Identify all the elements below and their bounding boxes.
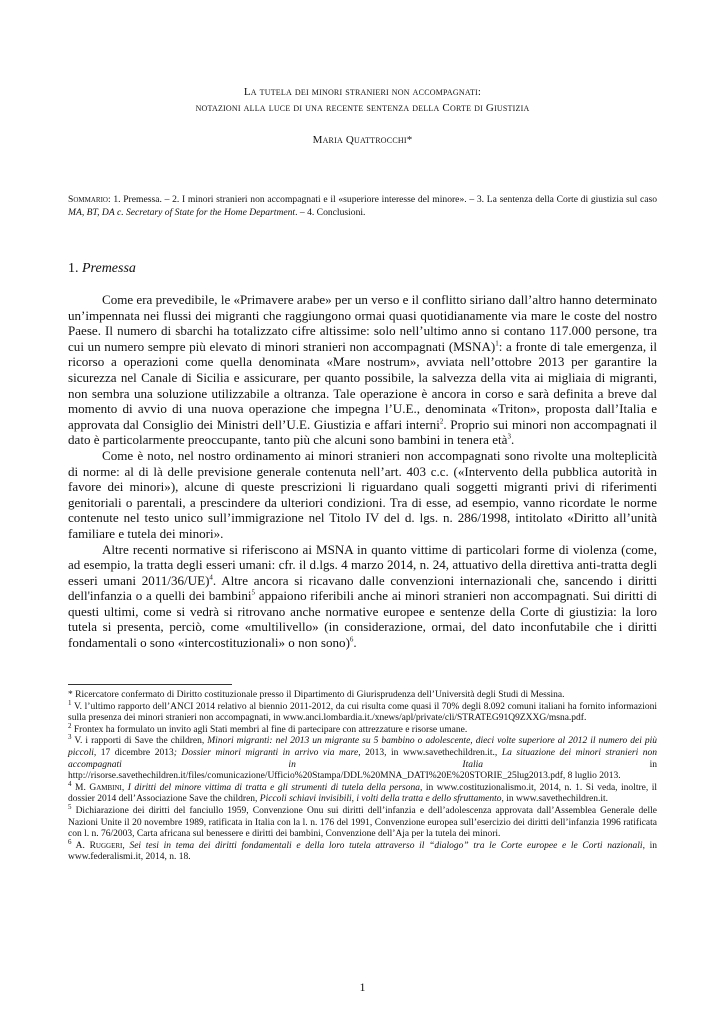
footnote-3-text-e: , 2013, in www.savethechildren.it., [358, 747, 502, 758]
footnote-5-mark: 5 [68, 802, 72, 811]
footnote-4-title-1: I diritti del minore vittima di tratta e gli strumenti di tutela della persona [127, 782, 420, 793]
paragraph-1-part-b: : a fronte di tale emergenza, il ricorso a operazioni come quella denominata «Mare nostrum», avviata nell’ottobre 2013 per garantire la sicurezza nel Canale di Sicilia e assicurare, per quanto possibile, la salvezza della vita ai migliaia di migranti, non sembra una soluzione utilizzabile a oltranza. Tale operazione è ancora in corso e sarà definita a breve dal momento di avvio di una nuova operazione che impegna l’U.E., denominata «Triton», proposta dall’Italia e approvata dal Consiglio dei Ministri dell’U.E. Giustizia e affari interni [68, 338, 657, 432]
footnote-6-mark: 6 [68, 837, 72, 846]
footnote-separator [68, 684, 232, 685]
paragraph-3-part-c: appaiono riferibili anche ai minori stranieri non accompagnati. Sui diritti di questi ultimi, come si vedrà si ritrovano anche normative europee e sentenze della Corte di giustizia: la loro tutela si presenta, perciò, come «multilivello» (in considerazione, ormai, del dato inconfutabile che i diritti fondamentali o sono «intercostituzionali» o non sono) [68, 588, 657, 651]
footnote-4-text-c: , [121, 782, 128, 793]
footnote-1-text: V. l’ultimo rapporto dell’ANCI 2014 relativo al biennio 2011-2012, da cui risulta come quasi il 70% degli 8.092 comuni italiani ha fornito informazioni sulla presenza dei minori stranieri non accompagnati, in www.anci.lombardia.it./xnews/apl/private/cli/STRATEG91Q9ZXXG/msna.pdf. [68, 701, 657, 724]
footnote-4-title-2: Piccoli schiavi invisibili, i volti della tratta e dello sfruttamento [259, 794, 502, 805]
summary-label: Sommario [68, 194, 108, 205]
footnote-3-title-3: La situazione dei minori stranieri non accompagnati in Italia [68, 747, 658, 770]
page-number: 1 [359, 980, 366, 994]
paragraph-2: Come è noto, nel nostro ordinamento ai minori stranieri non accompagnati sono rivolte una molteplicità di norme: al di là delle previsione generale contenuta nell’art. 403 c.c. («Intervento della pubblica autorità in favore dei minori»), alcune di queste prescrizioni li riguardano quali soggetti migranti privi di riferimenti genitoriali o parentali, a prescindere da ulteriori condizioni. Tra di esse, ad esempio, vanno ricordate le norme contenute nel testo unico sull’immigrazione nel Titolo IV del d. lgs. n. 286/1998, intitolato «Diritto all’unità familiare e tutela dei minori». [68, 447, 657, 541]
footnote-4-mark: 4 [68, 779, 72, 788]
footnote-6-author: Ruggeri [89, 840, 123, 851]
footnote-1-mark: 1 [68, 698, 72, 707]
footnote-2 [68, 721, 657, 737]
footnote-3-mark: 3 [68, 733, 72, 742]
footnote-3-text-g: in http://risorse.savethechildren.it/files/comunicazione/Ufficio%20Stampa/DDL%20MNA_DATI%20E%20STORIE_25lug2013.pdf, 8 luglio 2013. [68, 759, 658, 782]
summary [68, 193, 657, 219]
footnote-4-author: Gambini [89, 782, 122, 793]
footnote-2-text: Frontex ha formulato un invito agli Stati membri al fine di partecipare con attrezzature e risorse umane. [71, 724, 468, 735]
footnote-star: * Ricercatore confermato di Diritto costituzionale presso il Dipartimento di Giurisprudenza dell’Università degli Studi di Messina. [68, 690, 565, 700]
paragraph-3-part-a: Altre recenti normative si riferiscono ai MSNA in quanto vittime di particolari forme di violenza (come, ad esempio, la tratta degli esseri umani: cfr. il d.lgs. 4 marzo 2014, n. 24, attuativo della direttiva anti-tratta degli esseri umani 2011/36/UE) [68, 541, 657, 588]
footnote-4-text-a: M. [71, 782, 90, 793]
summary-text-b: . – 4. Conclusioni. [295, 207, 366, 218]
footnote-3 [68, 733, 658, 782]
footnote-6-text-c: , [122, 840, 130, 851]
paragraph-3-part-b: . Altre ancora si ricavano dalle convenzioni internazionali che, sancendo i diritti dell'infanzia o a quelli dei bambini [68, 572, 658, 604]
footnote-3-date: 17 dicembre 2013 [96, 747, 174, 758]
section-title: Premessa [82, 261, 136, 276]
paragraph-1-part-d: . [510, 432, 515, 448]
footnote-ref-2[interactable]: 2 [439, 417, 444, 426]
section-number: 1. [68, 261, 82, 276]
footnotes [68, 690, 657, 864]
section-heading [68, 261, 136, 277]
paragraph-1-part-c: . Proprio sui minori non accompagnati il dato è particolarmente preoccupante, tanto più che alcuni sono bambini in tenera età [68, 416, 657, 448]
summary-text-a: : 1. Premessa. – 2. I minori stranieri non accompagnati e il «superiore interesse del minore». – 3. La sentenza della Corte di giustizia sul caso [107, 194, 657, 205]
footnote-3-title-2: ; Dossier minori migranti in arrivo via mare [173, 747, 359, 758]
title-line-2: notazioni alla luce di una recente sentenza della Corte di Giustizia [195, 102, 530, 114]
footnote-3-text-a: V. i rapporti di Save the children, [71, 736, 208, 747]
footnote-ref-4[interactable]: 4 [209, 573, 213, 582]
footnote-4 [68, 779, 658, 806]
footnote-ref-1[interactable]: 1 [495, 339, 499, 348]
footnote-5 [68, 802, 657, 841]
footnote-6-title: Sei tesi in tema dei diritti fondamentali e della loro tutela attraverso il “dialogo” tra le Corte europee e le Corti nazionali [129, 840, 643, 851]
footnote-4-text-e: , in www.costituzionalismo.it, 2014, n. 1. Si veda, inoltre, il dossier 2014 dell’Associazione Save the children, [68, 782, 658, 805]
paragraph-1-part-a: Come era prevedibile, le «Primavere arabe» per un verso e il conflitto siriano dall’altro hanno determinato un’impennata nei flussi dei migranti che raggiungono ormai quasi quotidianamente via mare le coste del nostro Paese. Il numero di sbarchi ha totalizzato cifre altissime: solo nell’ultimo anno si contano 117.000 persone, tra cui un numero sempre più elevato di minori stranieri non accompagnati (MSNA) [68, 292, 658, 354]
footnote-ref-6[interactable]: 6 [349, 635, 354, 644]
summary-case: MA, BT, DA c. Secretary of State for the Home Department [68, 207, 296, 218]
footnote-6-text-e: , in www.federalismi.it, 2014, n. 18. [68, 840, 658, 863]
footnote-ref-5[interactable]: 5 [251, 588, 256, 597]
paragraph-3 [68, 542, 657, 651]
footnote-6-text-a: A. [71, 840, 90, 851]
footnote-4-text-g: , in www.savethechildren.it. [501, 794, 608, 805]
title-line-1: La tutela dei minori stranieri non accompagnati: [243, 86, 482, 98]
body-text [68, 292, 657, 651]
footnote-1 [68, 698, 657, 725]
footnote-2-mark: 2 [68, 721, 72, 730]
paragraph-1 [68, 292, 657, 448]
footnote-ref-3[interactable]: 3 [507, 433, 511, 441]
author-name: Maria Quattrocchi* [312, 134, 413, 146]
footnote-6 [68, 837, 658, 864]
footnote-5-text: Dichiarazione dei diritti del fanciullo 1959, Convenzione Onu sui diritti dell’infanzia e dell’adolescenza approvata dall’Assemblea Generale delle Nazioni Unite il 20 novembre 1989, ratificata in Italia con la l. n. 176 del 1991, Convenzione europea sull’esercizio dei diritti dell’infanzia 1996 ratificata con l. n. 76/2003, Carta africana sul benessere e diritti dei bambini, Convenzione dell’Aja per la tutela dei minori. [68, 805, 657, 840]
footnote-3-title-1: Minori migranti: nel 2013 un migrante su 5 bambino o adolescente, dieci volte superiore al 2012 il numero dei più piccoli, [68, 736, 658, 758]
paragraph-3-part-d: . [353, 635, 357, 651]
